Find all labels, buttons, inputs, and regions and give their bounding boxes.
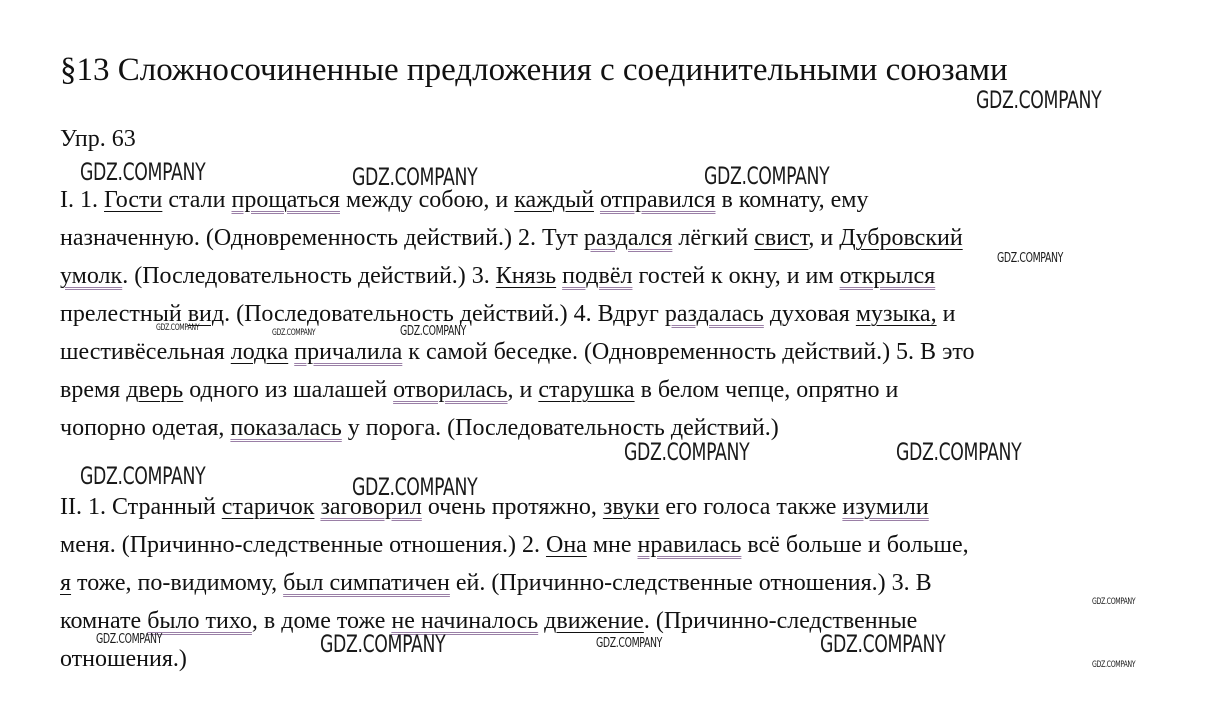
subject-word: дверь bbox=[126, 377, 184, 403]
text-fragment: . (Последовательность действий.) 3. bbox=[122, 263, 496, 289]
watermark: GDZ.COMPANY bbox=[352, 163, 478, 191]
text-fragment: и bbox=[936, 301, 956, 327]
text-fragment: , и bbox=[507, 377, 539, 403]
text-fragment: комнате bbox=[60, 608, 148, 634]
watermark: GDZ.COMPANY bbox=[80, 462, 206, 490]
watermark: GDZ.COMPANY bbox=[96, 632, 163, 647]
text-line bbox=[60, 526, 1180, 564]
text-fragment: в комнату, ему bbox=[715, 187, 869, 213]
text-fragment: II. 1. Странный bbox=[60, 494, 222, 520]
watermark: GDZ.COMPANY bbox=[896, 438, 1022, 466]
text-fragment: в белом чепце, опрятно и bbox=[634, 377, 899, 403]
text-fragment: ей. (Причинно-следственные отношения.) 3. В bbox=[449, 570, 932, 596]
watermark: GDZ.COMPANY bbox=[156, 323, 200, 333]
predicate-word: причалила bbox=[294, 339, 403, 365]
subject-word: старушка bbox=[538, 377, 635, 403]
text-line bbox=[60, 333, 1180, 371]
predicate-word: изумили bbox=[842, 494, 929, 520]
predicate-word: не начиналось bbox=[391, 608, 539, 634]
text-fragment: мне bbox=[586, 532, 638, 558]
text-line bbox=[60, 371, 1180, 409]
predicate-word: было тихо bbox=[147, 608, 252, 634]
subject-word: вид bbox=[187, 301, 225, 327]
watermark: GDZ.COMPANY bbox=[320, 630, 446, 658]
watermark: GDZ.COMPANY bbox=[1092, 660, 1136, 670]
subject-word: свист bbox=[754, 225, 809, 251]
text-fragment: его голоса также bbox=[659, 494, 843, 520]
text-fragment: одного из шалашей bbox=[183, 377, 394, 403]
subject-word: Она bbox=[545, 532, 587, 558]
subject-word: Князь bbox=[495, 263, 557, 289]
text-fragment: между собою, и bbox=[339, 187, 515, 213]
predicate-word: отправился bbox=[599, 187, 716, 213]
predicate-word: подвёл bbox=[562, 263, 633, 289]
text-fragment: . (Причинно-следственные bbox=[643, 608, 918, 634]
predicate-word: раздалась bbox=[664, 301, 764, 327]
subject-word: звуки bbox=[602, 494, 660, 520]
text-line bbox=[60, 181, 1180, 219]
subject-word: старичок bbox=[221, 494, 315, 520]
exercise-part-1 bbox=[60, 181, 1180, 447]
predicate-word: умолк bbox=[60, 263, 123, 289]
subject-word: лодка bbox=[230, 339, 289, 365]
watermark: GDZ.COMPANY bbox=[704, 162, 830, 190]
text-fragment: у порога. (Последовательность действий.) bbox=[341, 415, 779, 441]
exercise-label: Упр. 63 bbox=[60, 126, 136, 152]
text-fragment: , и bbox=[808, 225, 840, 251]
predicate-word: заговорил bbox=[320, 494, 422, 520]
watermark: GDZ.COMPANY bbox=[80, 158, 206, 186]
predicate-word: показалась bbox=[230, 415, 342, 441]
text-fragment: меня. (Причинно-следственные отношения.) 2. bbox=[60, 532, 546, 558]
text-line bbox=[60, 295, 1180, 333]
text-fragment: всё больше и больше, bbox=[741, 532, 969, 558]
watermark: GDZ.COMPANY bbox=[976, 86, 1102, 114]
text-line bbox=[60, 488, 1180, 526]
text-fragment: стали bbox=[162, 187, 232, 213]
watermark: GDZ.COMPANY bbox=[400, 324, 467, 339]
text-fragment: шестивёсельная bbox=[60, 339, 231, 365]
predicate-word: раздался bbox=[583, 225, 673, 251]
text-fragment: чопорно одетая, bbox=[60, 415, 231, 441]
text-fragment: , в доме тоже bbox=[251, 608, 392, 634]
text-line bbox=[60, 564, 1180, 602]
page-title: §13 Сложносочиненные предложения с соединительными союзами bbox=[60, 52, 1008, 88]
subject-word: Гости bbox=[104, 187, 163, 213]
subject-word: каждый bbox=[514, 187, 594, 213]
text-fragment: тоже, по-видимому, bbox=[71, 570, 284, 596]
subject-word: Дубровский bbox=[839, 225, 963, 251]
predicate-word: прощаться bbox=[231, 187, 340, 213]
text-fragment: отношения.) bbox=[60, 646, 187, 672]
subject-word: я bbox=[60, 570, 72, 596]
subject-word: движение bbox=[544, 608, 644, 634]
watermark: GDZ.COMPANY bbox=[596, 636, 663, 651]
text-fragment: очень протяжно, bbox=[421, 494, 603, 520]
text-fragment: назначенную. (Одновременность действий.) 2. Тут bbox=[60, 225, 584, 251]
text-fragment: . (Последовательность действий.) 4. Вдруг bbox=[224, 301, 665, 327]
text-line bbox=[60, 602, 1180, 640]
predicate-word: отворилась bbox=[393, 377, 508, 403]
watermark: GDZ.COMPANY bbox=[997, 251, 1064, 266]
predicate-word: был симпатичен bbox=[283, 570, 450, 596]
text-fragment: к самой беседке. (Одновременность действий.) 5. В это bbox=[402, 339, 975, 365]
predicate-word: нравилась bbox=[637, 532, 742, 558]
watermark: GDZ.COMPANY bbox=[820, 630, 946, 658]
watermark: GDZ.COMPANY bbox=[352, 473, 478, 501]
text-fragment: I. 1. bbox=[60, 187, 104, 213]
text-fragment: лёгкий bbox=[672, 225, 755, 251]
subject-word: музыка, bbox=[855, 301, 937, 327]
predicate-word: открылся bbox=[839, 263, 936, 289]
text-fragment: гостей к окну, и им bbox=[632, 263, 840, 289]
text-fragment: прелестный bbox=[60, 301, 188, 327]
watermark: GDZ.COMPANY bbox=[1092, 597, 1136, 607]
text-fragment: духовая bbox=[763, 301, 856, 327]
watermark: GDZ.COMPANY bbox=[624, 438, 750, 466]
text-fragment: время bbox=[60, 377, 127, 403]
watermark: GDZ.COMPANY bbox=[272, 328, 316, 338]
